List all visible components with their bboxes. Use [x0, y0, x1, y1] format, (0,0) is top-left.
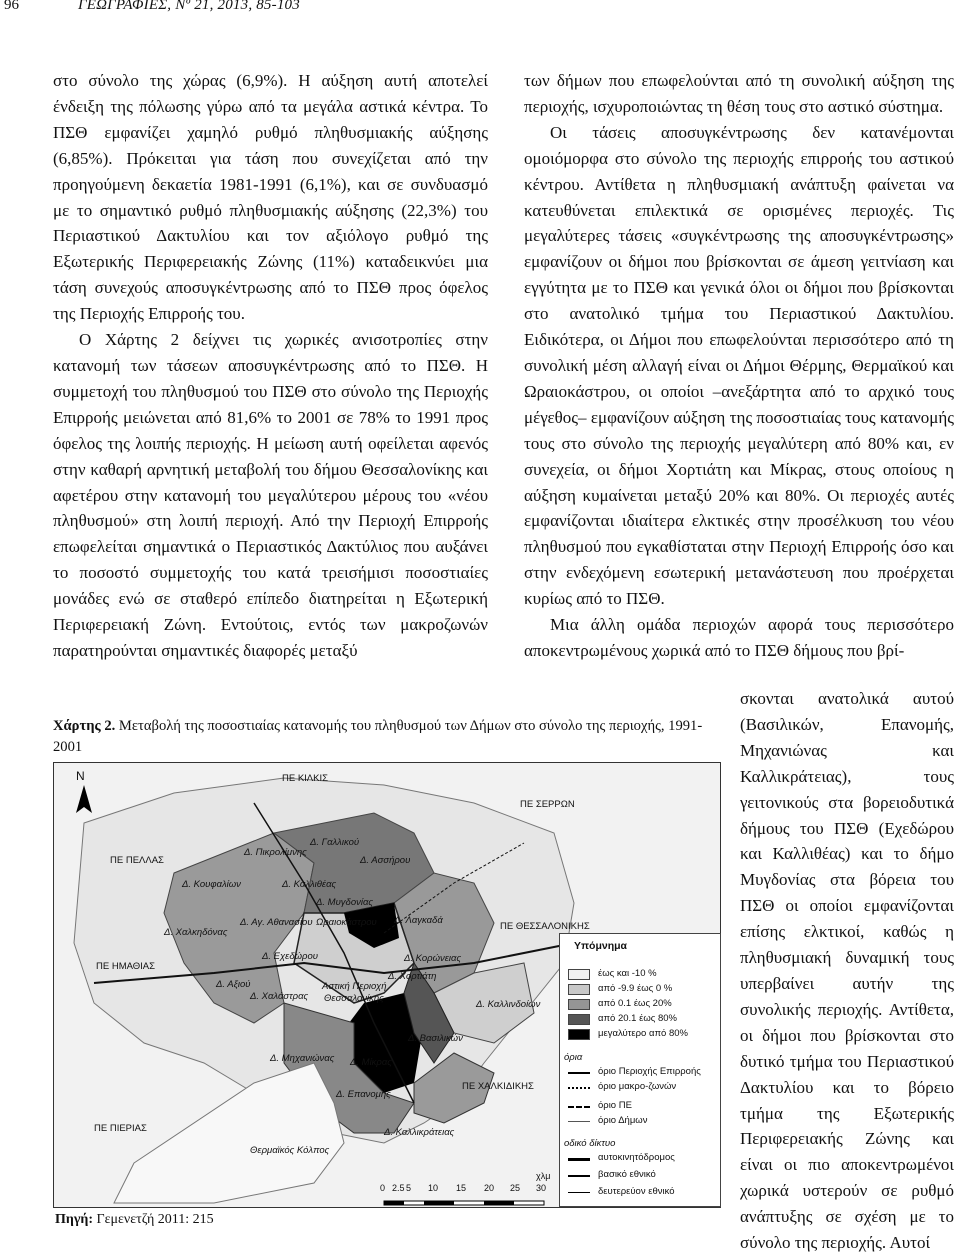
map-label: Δ. Χορτιάτη — [388, 971, 437, 982]
figure-caption — [53, 716, 721, 758]
figure-source — [55, 1212, 214, 1228]
legend-item — [568, 968, 718, 981]
legend-line — [568, 1106, 590, 1108]
legend-item — [568, 1186, 718, 1199]
map-label: Θεσσαλονίκης — [324, 993, 384, 1004]
legend-line — [568, 1192, 590, 1193]
legend-line — [568, 1072, 590, 1074]
scale-tick: 15 — [456, 1183, 467, 1193]
right-column-continuation — [740, 686, 954, 1256]
left-column — [53, 68, 488, 664]
legend-swatch — [568, 984, 590, 995]
scale-unit: χλμ — [536, 1171, 551, 1181]
scale-bar — [384, 1201, 544, 1205]
legend-label: όριο ΠΕ — [598, 1100, 632, 1111]
scale-tick: 5 — [406, 1183, 412, 1193]
legend-section-title: όρια — [564, 1052, 583, 1063]
scale-bar-segment — [424, 1201, 454, 1205]
scale-bar-segment — [384, 1201, 404, 1205]
north-label: N — [76, 769, 85, 783]
thermaikos-gulf — [114, 1063, 344, 1203]
map-label: Δ. Ασσήρου — [360, 855, 411, 866]
legend-line — [568, 1121, 590, 1122]
scale-tick: 10 — [428, 1183, 439, 1193]
map-figure — [53, 762, 721, 1208]
map-label: Δ. Κουφαλίων — [182, 879, 241, 890]
legend-label: μεγαλύτερο από 80% — [598, 1028, 688, 1039]
paragraph: Ο Χάρτης 2 δείχνει τις χωρικές ανισοτροπίες στην κατανομή των τάσεων αποσυγκέντρωσης από το ΠΣΘ. Η συμμετοχή του πληθυσμού του ΠΣΘ στο σύνολο της Περιοχής Επιρροής μειώνεται από 81,6% το 2001 σε 78% το 1991 προς όφελος της λοιπής περιοχής. Η μείωση αυτή οφείλεται αφενός στην καθαρή αρνητική μεταβολή του δήμου Θεσσαλονίκης και αφετέρου στην κατανομή του μεγαλύτερου μέρους του «νέου πληθυσμού» στη λοιπή περιοχή. Από την Περιοχή Επιρροής επωφελείται σημαντικά ο Περιαστικός Δακτύλιος που αυξάνει το ποσοστό συμμετοχής του κατά τρεισήμισι ποσοστιαίες μονάδες ενώ σε σταθερό επίπεδο διατηρείται η Εξωτερική Περιφερειακή Ζώνη. Εντούτοις, εντός των μακροζωνών παρατηρούνται σημαντικές διαφορές μεταξύ — [53, 330, 488, 660]
legend-label: από -9.9 έως 0 % — [598, 983, 673, 994]
map-label: Θερμαϊκός Κόλπος — [250, 1145, 330, 1156]
legend-item — [568, 1066, 718, 1079]
map-label: ΠΕ ΠΕΛΛΑΣ — [110, 855, 164, 866]
map-label: Δ. Αξιού — [216, 979, 251, 990]
legend-label: βασικό εθνικό — [598, 1169, 656, 1180]
legend-item — [568, 1115, 718, 1128]
legend-item — [568, 1081, 718, 1094]
map-label: Δ. Χαλάστρας — [250, 991, 309, 1002]
legend-swatch — [568, 1014, 590, 1025]
legend-item — [568, 1028, 718, 1041]
paragraph: των δήμων που επωφελούνται από τη συνολική αύξηση της περιοχής, ισχυροποιώντας τη θέση τους στο αστικό σύστημα. — [524, 71, 954, 116]
paragraph: σκονται ανατολικά αυτού (Βασιλικών, Επανομής, Μηχανιώνας και Καλλικράτειας), τους γειτονικούς στα βορειοδυτικά δήμους του ΠΣΘ (Εχεδώρου και Καλλιθέας) και το δήμο Μυγδονίας στα βόρεια του ΠΣΘ οι οποίοι εμφανίζονται επίσης ελκτικοί, καθώς η πληθυσμιακή δυναμική τους υπερβαίνει αυτήν της συνολικής περιοχής. Αντίθετα, οι δήμοι που βρίσκονται στο δυτικό τμήμα του Περιαστικού Δακτυλίου και το βόρειο τμήμα της Εξωτερικής Περιφερειακής Ζώνης και είναι οι πιο αποκεντρωμένοι χωρικά υστερούν σε ρυθμό ανάπτυξης σε σχέση με το σύνολο της περιοχής. Αυτοί — [740, 689, 954, 1253]
map-label: Δ. Καλλιθέας — [282, 879, 337, 890]
caption-label: Χάρτης 2. — [53, 718, 116, 734]
map-label: Δ. Επανομής — [336, 1089, 391, 1100]
running-header — [0, 0, 960, 24]
legend-label: όριο Δήμων — [598, 1115, 648, 1126]
legend-label: δευτερεύον εθνικό — [598, 1186, 675, 1197]
page-number: 96 — [4, 0, 19, 13]
scale-tick: 2.5 — [392, 1183, 405, 1193]
map-label: Δ. Πικρολίμνης — [244, 847, 307, 858]
legend-item — [568, 1013, 718, 1026]
legend-line — [568, 1087, 590, 1089]
map-label: Δ. Καλλικράτειας — [384, 1127, 455, 1138]
legend-section-title: οδικό δίκτυο — [564, 1138, 616, 1149]
map-label: ΠΕ ΗΜΑΘΙΑΣ — [96, 961, 155, 972]
caption-text: Μεταβολή της ποσοστιαίας κατανομής του πληθυσμού των Δήμων στο σύνολο της περιοχής, 1991-2001 — [53, 718, 703, 755]
map-label: Δ. Μηχανιώνας — [270, 1053, 335, 1064]
legend-item — [568, 1100, 718, 1113]
legend-item — [568, 998, 718, 1011]
map-label: Δ. Κορώνειας — [404, 953, 462, 964]
scale-tick: 20 — [484, 1183, 495, 1193]
journal-citation: ΓΕΩΓΡΑΦΙΕΣ, Νº 21, 2013, 85-103 — [78, 0, 300, 13]
legend-label: όριο μακρο-ζωνών — [598, 1081, 677, 1092]
scale-tick: 25 — [510, 1183, 521, 1193]
scale-tick: 30 — [536, 1183, 547, 1193]
map-label: Ωραιοκάστρου — [316, 917, 377, 928]
legend-swatch — [568, 969, 590, 980]
legend-title: Υπόμνημα — [574, 940, 628, 952]
map-legend — [559, 933, 721, 1207]
map-label: Δ. Καλλινδοίων — [476, 999, 541, 1010]
map-label: Δ. Αγ. Αθανασίου — [240, 917, 313, 928]
map-label: ΠΕ ΠΙΕΡΙΑΣ — [94, 1123, 147, 1134]
legend-line — [568, 1175, 590, 1177]
legend-item — [568, 1152, 718, 1165]
north-arrow-icon — [76, 785, 92, 813]
legend-line — [568, 1158, 590, 1161]
right-column — [524, 68, 954, 664]
map-label: Δ. Λαγκαδά — [394, 915, 443, 926]
legend-label: όριο Περιοχής Επιρροής — [598, 1066, 701, 1077]
legend-item — [568, 1169, 718, 1182]
map-label: ΠΕ ΚΙΛΚΙΣ — [282, 773, 329, 784]
map-label: Δ. Μυγδονίας — [316, 897, 373, 908]
legend-label: από 20.1 έως 80% — [598, 1013, 677, 1024]
legend-swatch — [568, 1029, 590, 1040]
map-label: Δ. Μίκρας — [350, 1057, 392, 1068]
legend-item — [568, 983, 718, 996]
map-label: Δ. Εχεδώρου — [262, 951, 318, 962]
source-label: Πηγή: — [55, 1212, 94, 1227]
map-label: ΠΕ ΧΑΛΚΙΔΙΚΗΣ — [462, 1081, 534, 1092]
source-text: Γεμενετζή 2011: 215 — [93, 1212, 214, 1227]
map-label: ΠΕ ΣΕΡΡΩΝ — [520, 799, 575, 810]
map-label: Δ. Γαλλικού — [310, 837, 360, 848]
scale-tick: 0 — [380, 1183, 386, 1193]
legend-label: έως και -10 % — [598, 968, 657, 979]
map-label: Δ. Χαλκηδόνας — [164, 927, 228, 938]
map-label: Αστική Περιοχή — [322, 981, 387, 992]
legend-label: από 0.1 έως 20% — [598, 998, 672, 1009]
paragraph: Οι τάσεις αποσυγκέντρωσης δεν κατανέμονται ομοιόμορφα στο σύνολο της περιοχής επιρροής του αστικού κέντρου. Αντίθετα η πληθυσμιακή ανάπτυξη φαίνεται να κατευθύνεται επιλεκτικά σε ορισμένες περιοχές. Τις μεγαλύτερες τάσεις «συγκέντρωσης της αποσυγκέντρωσης» εμφανίζουν οι δήμοι που βρίσκονται σε άμεση γειτνίαση και εγγύτητα με το ΠΣΘ και γενικά όλοι οι δήμοι που βρίσκονται στο ανατολικό τμήμα του Περιαστικού Δακτυλίου. Ειδικότερα, οι Δήμοι που επωφελούνται περισσότερο από τη συνολική μέση αλλαγή είναι οι Δήμοι Θέρμης, Θερμαϊκού και Ωραιοκάστρου, οι οποίοι –ανεξάρτητα από το αρχικό τους μέγεθος– εμφανίζουν αύξηση της ποσοστιαίας τους κατανομής τους στο σύνολο της περιοχής μεγαλύτερη από 80% και, εν συνεχεία, οι δήμοι Χορτιάτη και Μίκρας, στους οποίους η αύξηση κυμαίνεται μεταξύ 20% και 80%. Οι περιοχές αυτές εμφανίζονται ιδιαίτερα ελκτικές στην προσέλκυση του νέου πληθυσμού που εγκαθίσταται στην Περιοχή Επιρροής όσο και στην ενδεχόμενη εσωτερική μετανάστευση που προέρχεται κυρίως από το ΠΣΘ. — [524, 122, 954, 609]
scale-bar-segment — [484, 1201, 514, 1205]
paragraph: στο σύνολο της χώρας (6,9%). Η αύξηση αυτή αποτελεί ένδειξη της πόλωσης γύρω από τα μεγάλα αστικά κέντρα. Το ΠΣΘ εμφανίζει χαμηλό ρυθμό πληθυσμιακής αύξησης (6,85%). Πρόκειται για τάση που συνεχίζεται από την προηγούμενη δεκαετία 1981-1991 (6,1%), και σε συνδυασμό με το σημαντικό ρυθμό πληθυσμιακής αύξησης (22,3%) του Περιαστικού Δακτυλίου και τον αξιόλογο ρυθμό της Εξωτερικής Περιφερειακής Ζώνης (11%) καταδεικνύει μια τάση συνεχούς αποσυγκέντρωσης από το ΠΣΘ προς όφελος της Περιοχής Επιρροής του. — [53, 71, 488, 324]
map-label: Δ. Βασιλικών — [408, 1033, 463, 1044]
paragraph: Μια άλλη ομάδα περιοχών αφορά τους περισσότερο αποκεντρωμένους χωρικά από το ΠΣΘ δήμους που βρί- — [524, 615, 954, 660]
legend-swatch — [568, 999, 590, 1010]
legend-label: αυτοκινητόδρομος — [598, 1152, 675, 1163]
map-label: ΠΕ ΘΕΣΣΑΛΟΝΙΚΗΣ — [500, 921, 590, 932]
